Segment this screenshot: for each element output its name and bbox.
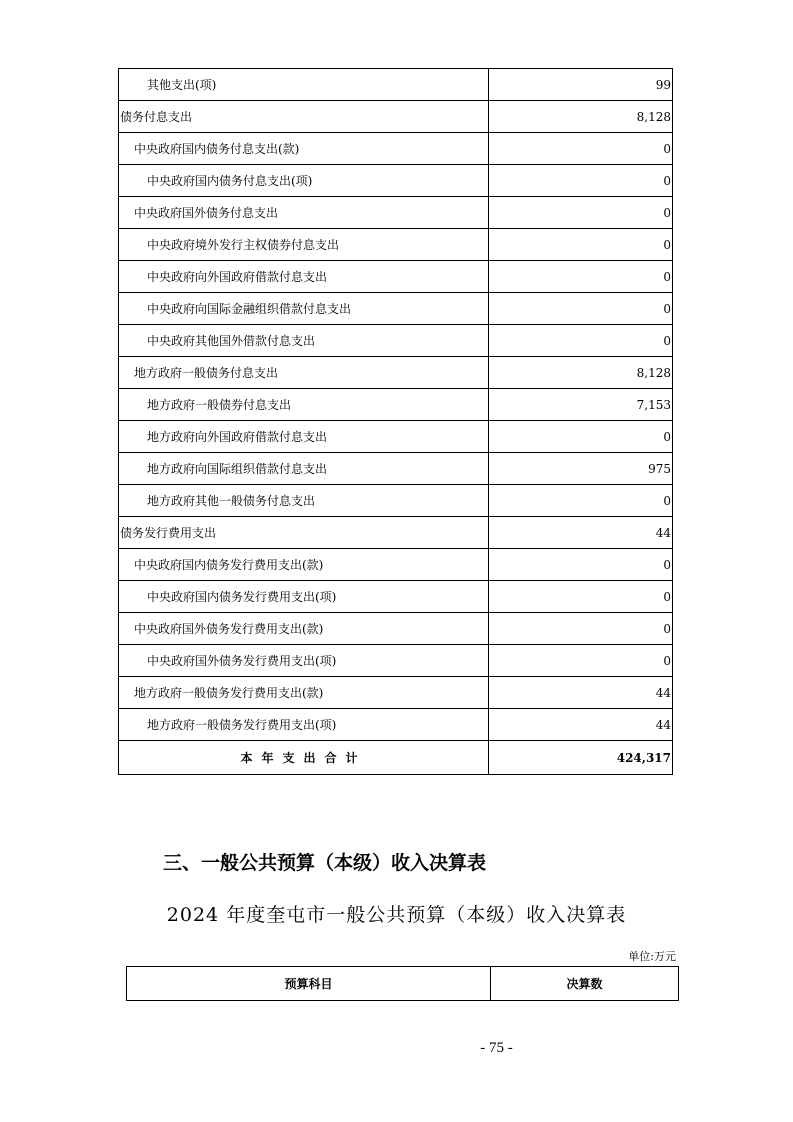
table-row xyxy=(119,293,673,325)
row-label: 中央政府国外债务发行费用支出(项) xyxy=(119,645,489,677)
row-label: 地方政府一般债务付息支出 xyxy=(119,357,489,389)
table-row xyxy=(119,165,673,197)
table-row xyxy=(119,389,673,421)
table-row xyxy=(119,517,673,549)
table-row xyxy=(119,453,673,485)
row-value: 0 xyxy=(489,325,673,357)
table-row xyxy=(119,613,673,645)
total-row xyxy=(119,741,673,775)
row-value: 44 xyxy=(489,517,673,549)
table-row xyxy=(119,133,673,165)
row-value: 0 xyxy=(489,421,673,453)
row-value: 0 xyxy=(489,549,673,581)
row-label: 中央政府国内债务发行费用支出(项) xyxy=(119,581,489,613)
page-number: - 75 - xyxy=(480,1040,513,1056)
table-row xyxy=(119,261,673,293)
row-value: 975 xyxy=(489,453,673,485)
unit-label: 单位:万元 xyxy=(628,950,676,963)
row-label: 地方政府向外国政府借款付息支出 xyxy=(119,421,489,453)
row-label: 债务发行费用支出 xyxy=(119,517,489,549)
expenditure-table xyxy=(118,68,673,775)
table-row xyxy=(119,421,673,453)
row-value: 0 xyxy=(489,613,673,645)
income-table xyxy=(126,966,679,1001)
row-label: 地方政府向国际组织借款付息支出 xyxy=(119,453,489,485)
row-value: 0 xyxy=(489,261,673,293)
row-label: 其他支出(项) xyxy=(119,69,489,101)
row-label: 债务付息支出 xyxy=(119,101,489,133)
table-row xyxy=(119,357,673,389)
row-value: 7,153 xyxy=(489,389,673,421)
income-table-header-row xyxy=(127,967,679,1001)
total-label: 本年支出合计 xyxy=(119,741,489,775)
row-label: 地方政府其他一般债务付息支出 xyxy=(119,485,489,517)
row-label: 地方政府一般债务发行费用支出(款) xyxy=(119,677,489,709)
row-value: 99 xyxy=(489,69,673,101)
row-value: 0 xyxy=(489,133,673,165)
row-value: 8,128 xyxy=(489,101,673,133)
row-label: 中央政府国内债务发行费用支出(款) xyxy=(119,549,489,581)
row-label: 中央政府国内债务付息支出(款) xyxy=(119,133,489,165)
row-value: 0 xyxy=(489,581,673,613)
expenditure-table-body xyxy=(119,69,673,775)
table-row xyxy=(119,325,673,357)
row-value: 0 xyxy=(489,197,673,229)
row-label: 中央政府向国际金融组织借款付息支出 xyxy=(119,293,489,325)
row-value: 0 xyxy=(489,645,673,677)
header-final-amount: 决算数 xyxy=(491,967,679,1001)
row-label: 中央政府向外国政府借款付息支出 xyxy=(119,261,489,293)
row-value: 0 xyxy=(489,293,673,325)
row-label: 中央政府国外债务付息支出 xyxy=(119,197,489,229)
table-row xyxy=(119,645,673,677)
row-value: 0 xyxy=(489,485,673,517)
table-row xyxy=(119,229,673,261)
table-row xyxy=(119,485,673,517)
table-row xyxy=(119,197,673,229)
table-row xyxy=(119,101,673,133)
row-label: 中央政府其他国外借款付息支出 xyxy=(119,325,489,357)
row-label: 中央政府境外发行主权债券付息支出 xyxy=(119,229,489,261)
section-heading: 三、一般公共预算（本级）收入决算表 xyxy=(163,852,487,874)
header-budget-subject: 预算科目 xyxy=(127,967,491,1001)
row-value: 44 xyxy=(489,677,673,709)
table-row xyxy=(119,677,673,709)
row-label: 地方政府一般债务发行费用支出(项) xyxy=(119,709,489,741)
table-row xyxy=(119,581,673,613)
table-row xyxy=(119,549,673,581)
row-value: 0 xyxy=(489,229,673,261)
table-row xyxy=(119,709,673,741)
row-label: 中央政府国内债务付息支出(项) xyxy=(119,165,489,197)
row-label: 中央政府国外债务发行费用支出(款) xyxy=(119,613,489,645)
row-label: 地方政府一般债券付息支出 xyxy=(119,389,489,421)
total-value: 424,317 xyxy=(489,741,673,775)
table-row xyxy=(119,69,673,101)
document-title: 2024 年度奎屯市一般公共预算（本级）收入决算表 xyxy=(166,904,627,926)
row-value: 8,128 xyxy=(489,357,673,389)
row-value: 44 xyxy=(489,709,673,741)
row-value: 0 xyxy=(489,165,673,197)
